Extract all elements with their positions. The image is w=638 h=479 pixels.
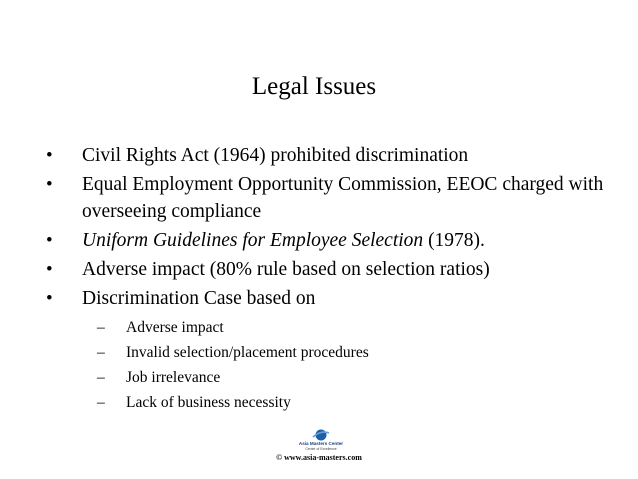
slide-title-text: Legal Issues bbox=[251, 73, 377, 100]
dash-glyph: – bbox=[97, 319, 105, 336]
sub-bullet-text: Adverse impact bbox=[126, 319, 224, 336]
logo-globe-icon bbox=[316, 430, 327, 441]
bullet-dot: • bbox=[46, 145, 53, 166]
logo-line2: Center of Excellence bbox=[305, 447, 337, 451]
sub-bullet-item bbox=[97, 390, 606, 415]
bullet-dot: • bbox=[46, 174, 53, 195]
dash-glyph: – bbox=[97, 369, 105, 386]
bullet-item bbox=[46, 171, 606, 225]
sub-bullet-item bbox=[97, 315, 606, 340]
bullet-text: Civil Rights Act (1964) prohibited discrimination bbox=[82, 145, 469, 166]
sub-bullet-text: Lack of business necessity bbox=[126, 394, 291, 411]
sub-bullet-item bbox=[97, 365, 606, 390]
bullet-text: Equal Employment Opportunity Commission, EEOC charged with overseeing compliance bbox=[82, 174, 604, 222]
bullet-item bbox=[46, 285, 606, 312]
bullet-item bbox=[46, 227, 606, 254]
sub-bullet-text: Invalid selection/placement procedures bbox=[126, 344, 369, 361]
bullet-italic-text: Uniform Guidelines for Employee Selection bbox=[82, 230, 424, 251]
sub-bullet-text: Job irrelevance bbox=[126, 369, 221, 386]
bullet-item bbox=[46, 142, 606, 169]
dash-glyph: – bbox=[97, 394, 105, 411]
footer-text: © www.asia-masters.com bbox=[276, 453, 362, 462]
bullet-list bbox=[46, 142, 606, 415]
sub-bullet-list bbox=[46, 315, 606, 415]
bullet-text: (1978). bbox=[423, 230, 485, 251]
bullet-item bbox=[46, 256, 606, 283]
bullet-dot: • bbox=[46, 288, 53, 309]
dash-glyph: – bbox=[97, 344, 105, 361]
bullet-dot: • bbox=[46, 259, 53, 280]
bullet-text: Discrimination Case based on bbox=[82, 288, 316, 309]
bullet-text: Adverse impact (80% rule based on selection ratios) bbox=[82, 259, 490, 280]
bullet-dot: • bbox=[46, 230, 53, 251]
slide-title bbox=[0, 70, 638, 104]
asia-masters-logo bbox=[289, 428, 353, 452]
sub-bullet-item bbox=[97, 340, 606, 365]
logo-line1: Asia Masters Center bbox=[298, 441, 344, 446]
footer-copyright bbox=[0, 453, 638, 462]
